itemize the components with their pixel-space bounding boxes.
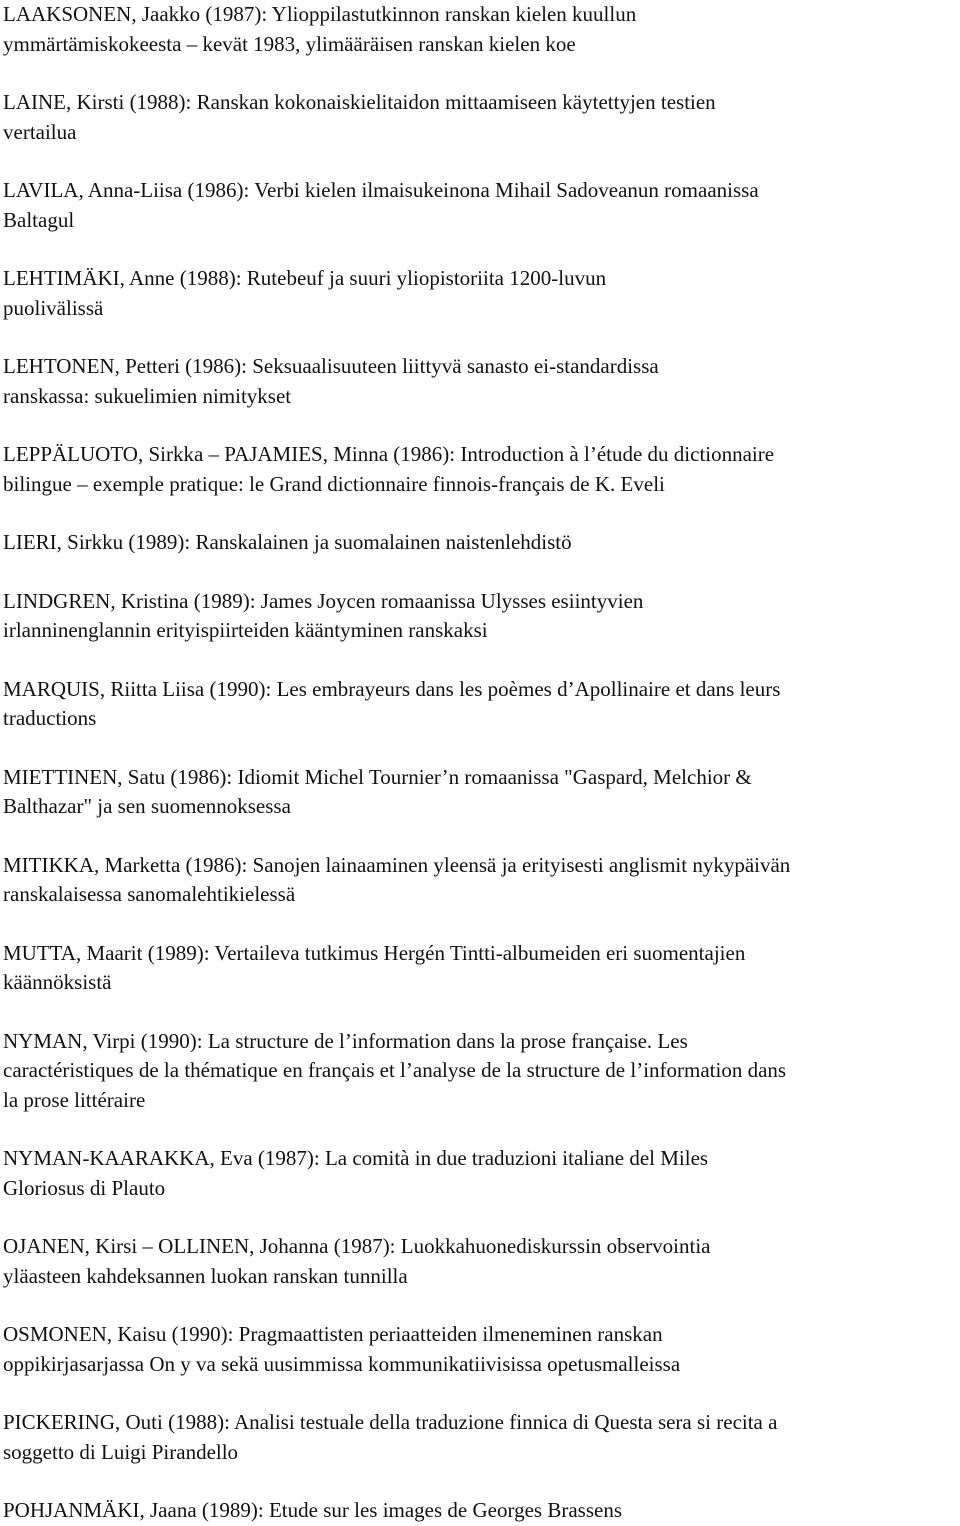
bibliography-entry: LAVILA, Anna-Liisa (1986): Verbi kielen ilmaisukeinona Mihail Sadoveanun romaanissa Baltagul — [3, 178, 759, 232]
bibliography-entry: NYMAN, Virpi (1990): La structure de l’information dans la prose française. Les caractéristiques de la thématique en français et l’analyse de la structure de l’information dans la prose littéraire — [3, 1028, 787, 1112]
bibliography-entry: PICKERING, Outi (1988): Analisi testuale della traduzione finnica di Questa sera si recita a soggetto di Luigi Pirandello — [3, 1410, 778, 1464]
bibliography-entry: LIERI, Sirkku (1989): Ranskalainen ja suomalainen naistenlehdistö — [3, 530, 572, 554]
bibliography-entry: MARQUIS, Riitta Liisa (1990): Les embrayeurs dans les poèmes d’Apollinaire et dans leurs traductions — [3, 676, 781, 730]
bibliography-entry: MIETTINEN, Satu (1986): Idiomit Michel Tournier’n romaanissa "Gaspard, Melchior & Balthazar" ja sen suomennoksessa — [3, 764, 752, 818]
bibliography-entry: LAAKSONEN, Jaakko (1987): Ylioppilastutkinnon ranskan kielen kuullun ymmärtämiskokeesta – kevät 1983, ylimääräisen ranskan kielen koe — [3, 2, 637, 56]
bibliography-entry: LINDGREN, Kristina (1989): James Joycen romaanissa Ulysses esiintyvien irlanninenglannin erityispiirteiden kääntyminen ranskaksi — [3, 588, 644, 642]
bibliography-entry: LEHTIMÄKI, Anne (1988): Rutebeuf ja suuri yliopistoriita 1200-luvun puolivälissä — [3, 266, 607, 320]
bibliography-list — [3, 0, 958, 1526]
bibliography-entry: LEHTONEN, Petteri (1986): Seksuaalisuuteen liittyvä sanasto ei-standardissa ranskassa: sukuelimien nimitykset — [3, 354, 659, 408]
bibliography-entry: LEPPÄLUOTO, Sirkka – PAJAMIES, Minna (1986): Introduction à l’étude du dictionnaire bilingue – exemple pratique: le Grand dictionnaire finnois-français de K. Eveli — [3, 442, 775, 496]
bibliography-entry: MUTTA, Maarit (1989): Vertaileva tutkimus Hergén Tintti-albumeiden eri suomentajien käännöksistä — [3, 940, 746, 994]
bibliography-entry: LAINE, Kirsti (1988): Ranskan kokonaiskielitaidon mittaamiseen käytettyjen testien vertailua — [3, 90, 716, 144]
bibliography-entry: MITIKKA, Marketta (1986): Sanojen lainaaminen yleensä ja erityisesti anglismit nykypäivän ranskalaisessa sanomalehtikielessä — [3, 852, 791, 906]
bibliography-entry: OSMONEN, Kaisu (1990): Pragmaattisten periaatteiden ilmeneminen ranskan oppikirjasarjassa On y va sekä uusimmissa kommunikatiivisissa opetusmalleissa — [3, 1322, 681, 1376]
bibliography-entry: NYMAN-KAARAKKA, Eva (1987): La comità in due traduzioni italiane del Miles Gloriosus di Plauto — [3, 1146, 709, 1200]
bibliography-entry: OJANEN, Kirsi – OLLINEN, Johanna (1987): Luokkahuonediskurssin observointia yläasteen kahdeksannen luokan ranskan tunnilla — [3, 1234, 711, 1288]
bibliography-entry: POHJANMÄKI, Jaana (1989): Etude sur les images de Georges Brassens — [3, 1498, 622, 1522]
